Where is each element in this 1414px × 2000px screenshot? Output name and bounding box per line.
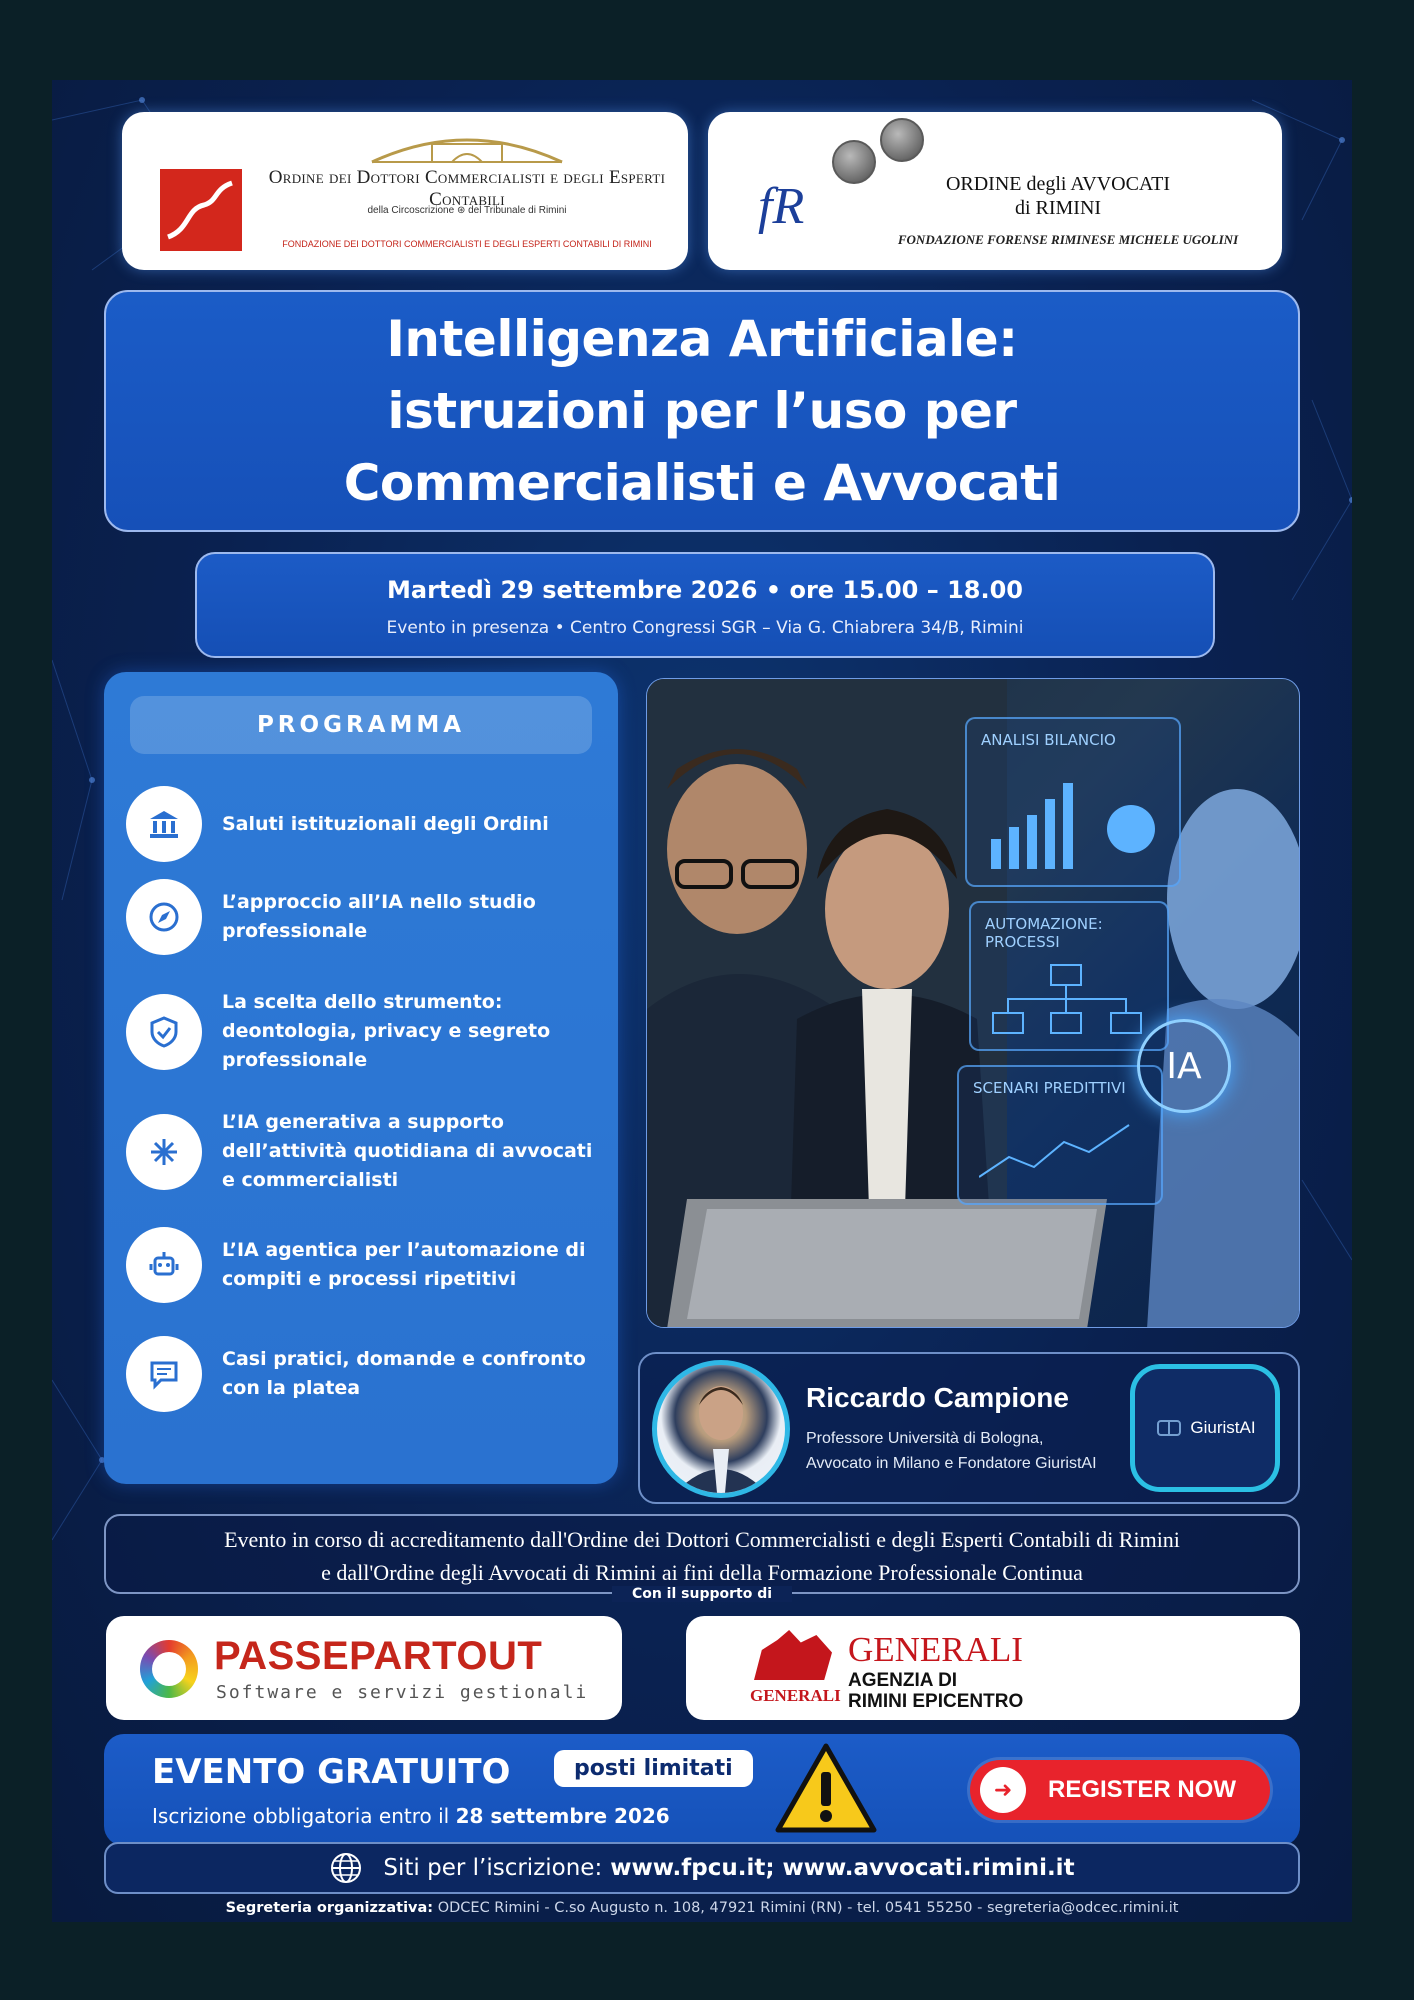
program-heading: PROGRAMMA [130, 696, 592, 754]
fr-logo: fR [758, 178, 805, 235]
avvocati-logo-box [708, 112, 1282, 270]
passepartout-ring-icon [140, 1640, 198, 1698]
panel-label: AUTOMAZIONE: PROCESSI [985, 915, 1103, 951]
odcec-logo-box [122, 112, 688, 270]
line-chart-icon [979, 1117, 1149, 1187]
speaker-card [638, 1352, 1300, 1504]
odcec-subtitle: della Circoscrizione ⊛ del Tribunale di Rimini [367, 205, 567, 216]
organizing-secretariat [52, 1900, 1352, 1916]
deadline-date: 28 settembre 2026 [455, 1804, 670, 1828]
sites-links[interactable]: www.fpcu.it; www.avvocati.rimini.it [610, 1855, 1075, 1881]
free-event-title: EVENTO GRATUITO [152, 1752, 511, 1792]
speaker-name: Riccardo Campione [806, 1382, 1069, 1413]
globe-icon [329, 1851, 363, 1885]
generali-name: GENERALI [848, 1630, 1023, 1669]
institution-icon [126, 786, 202, 862]
secretariat-details: ODCEC Rimini - C.so Augusto n. 108, 47921 Rimini (RN) - tel. 0541 55250 - segreteria@odcec.rimini.it [433, 1900, 1179, 1916]
speaker-avatar [652, 1360, 790, 1498]
odcec-title: Ordine dei Dottori Commercialisti e degli Esperti Contabili [268, 167, 666, 210]
event-date-time: Martedì 29 settembre 2026 • ore 15.00 – 18.00 [387, 576, 1023, 604]
brain-icon [1154, 1413, 1184, 1443]
program-item-label: L’IA agentica per l’automazione di compiti e processi ripetitivi [222, 1239, 586, 1290]
title-banner [104, 290, 1300, 532]
passepartout-name: PASSEPARTOUT [214, 1634, 543, 1678]
program-item-label: Saluti istituzionali degli Ordini [222, 812, 549, 835]
support-label: Con il supporto di [612, 1586, 792, 1602]
accreditation-note: Evento in corso di accreditamento dall'Ordine dei Dottori Commercialisti e degli Esperti Contabili di Rimini e dall'Ordine degli Avvocati di Rimini ai fini della Formazione Professionale Continua [104, 1514, 1300, 1594]
giuristai-logo [1130, 1364, 1280, 1492]
lion-icon [754, 1630, 832, 1680]
avvocati-foundation: FONDAZIONE FORENSE RIMINESE MICHELE UGOLINI [897, 232, 1239, 247]
generali-small-label: GENERALI [750, 1686, 841, 1705]
panel-label: ANALISI BILANCIO [981, 731, 1116, 749]
flowchart-icon [991, 963, 1151, 1043]
limited-seats-badge: posti limitati [554, 1750, 753, 1787]
ia-badge [1137, 1019, 1231, 1113]
passepartout-logo [106, 1616, 622, 1720]
panel-label: SCENARI PREDITTIVI [973, 1079, 1126, 1097]
odcec-logo-mark [160, 169, 242, 251]
passepartout-tagline: Software e servizi gestionali [216, 1682, 589, 1703]
register-now-label: REGISTER NOW [1048, 1776, 1237, 1803]
register-now-button[interactable] [970, 1760, 1270, 1820]
warning-icon [774, 1742, 878, 1834]
program-item [126, 1336, 596, 1412]
automation-panel [969, 901, 1169, 1051]
giuristai-label: GiuristAI [1190, 1418, 1256, 1437]
program-item [126, 1227, 596, 1303]
predictive-panel [957, 1065, 1163, 1205]
program-item-label: L’IA generativa a supporto dell’attività quotidiana di avvocati e commercialisti [222, 1111, 593, 1191]
analysis-panel [965, 717, 1181, 887]
program-item-label: La scelta dello strumento: deontologia, privacy e segreto professionale [222, 991, 551, 1071]
robot-icon [126, 1227, 202, 1303]
asterisk-icon [126, 1114, 202, 1190]
program-item [126, 879, 596, 955]
event-title: Intelligenza Artificiale: istruzioni per l’uso per Commercialisti e Avvocati [343, 310, 1061, 512]
event-venue: Evento in presenza • Centro Congressi SGR – Via G. Chiabrera 34/B, Rimini [386, 618, 1024, 638]
deadline-prefix: Iscrizione obbligatoria entro il [152, 1804, 456, 1828]
bar-chart-icon [991, 779, 1171, 869]
program-item [126, 988, 596, 1075]
program-item-label: L’approccio all’IA nello studio professionale [222, 891, 536, 942]
event-poster [52, 80, 1352, 1922]
avvocati-title: ORDINE degli AVVOCATI di RIMINI [945, 173, 1171, 219]
registration-deadline [152, 1804, 670, 1828]
chat-bubble-icon [126, 1336, 202, 1412]
arrow-right-icon: ➜ [980, 1767, 1026, 1813]
generali-agency: AGENZIA DI RIMINI EPICENTRO [848, 1670, 1024, 1712]
coin-icon [832, 140, 876, 184]
registration-sites [104, 1842, 1300, 1894]
speaker-role: Professore Università di Bologna, Avvocato in Milano e Fondatore GiuristAI [806, 1430, 1097, 1472]
program-item-label: Casi pratici, domande e confronto con la platea [222, 1348, 586, 1399]
program-item [126, 1108, 596, 1195]
program-item [126, 786, 596, 862]
odcec-foundation: FONDAZIONE DEI DOTTORI COMMERCIALISTI E DEGLI ESPERTI CONTABILI DI RIMINI [282, 239, 652, 249]
generali-logo [686, 1616, 1300, 1720]
registration-banner [104, 1734, 1300, 1846]
sites-label: Siti per l’iscrizione: [383, 1855, 603, 1881]
ia-badge-label: IA [1166, 1045, 1202, 1087]
program-panel [104, 672, 618, 1484]
compass-icon [126, 879, 202, 955]
odcec-arch-emblem [362, 124, 572, 164]
hero-illustration [646, 678, 1300, 1328]
shield-check-icon [126, 994, 202, 1070]
coin-icon [880, 118, 924, 162]
date-banner [195, 552, 1215, 658]
secretariat-label: Segreteria organizzativa: [225, 1900, 434, 1916]
